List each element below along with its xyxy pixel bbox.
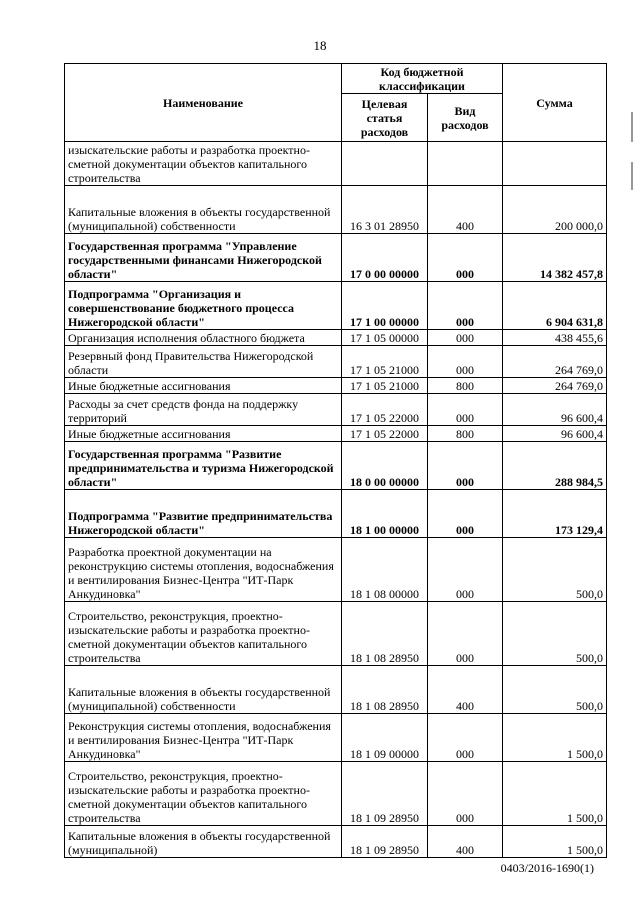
cell-sum: 438 455,6 [503,330,607,346]
cell-target [342,142,428,186]
cell-sum: 96 600,4 [503,394,607,426]
cell-name: Государственная программа "Развитие предпринимательства и туризма Нижегородской области" [65,442,342,490]
cell-target: 16 3 01 28950 [342,186,428,234]
cell-type: 000 [428,714,503,762]
table-row [65,602,607,666]
cell-sum: 1 500,0 [503,826,607,858]
table-row [65,538,607,602]
scan-margin-mark [631,162,633,190]
cell-type: 000 [428,442,503,490]
cell-type: 000 [428,394,503,426]
table-row [65,394,607,426]
cell-type: 800 [428,378,503,394]
header-kbk-group: Код бюджетной классификации [342,64,503,94]
table-row [65,378,607,394]
cell-target: 18 1 09 28950 [342,762,428,826]
table-row [65,142,607,186]
cell-target: 17 1 05 22000 [342,426,428,442]
table-row [65,490,607,538]
table-row [65,762,607,826]
cell-target: 17 1 05 21000 [342,346,428,378]
header-sum: Сумма [503,64,607,142]
cell-type: 000 [428,346,503,378]
cell-name: Подпрограмма "Организация и совершенствование бюджетного процесса Нижегородской области" [65,282,342,330]
cell-name: Организация исполнения областного бюджета [65,330,342,346]
cell-target: 17 1 05 00000 [342,330,428,346]
cell-target: 17 1 05 21000 [342,378,428,394]
cell-type: 000 [428,330,503,346]
cell-sum: 1 500,0 [503,762,607,826]
scan-margin-mark [631,112,633,142]
cell-sum: 14 382 457,8 [503,234,607,282]
cell-sum: 264 769,0 [503,346,607,378]
cell-sum: 264 769,0 [503,378,607,394]
cell-target: 18 1 08 28950 [342,666,428,714]
footer-doc-code: 0403/2016-1690(1) [500,861,594,875]
cell-name: Разработка проектной документации на реконструкцию системы отопления, водоснабжения и вентилирования Бизнес-Центра "ИТ-Парк Анкудиновка" [65,538,342,602]
table-row [65,234,607,282]
cell-name: Резервный фонд Правительства Нижегородской области [65,346,342,378]
table-row [65,282,607,330]
table-row [65,186,607,234]
cell-type [428,142,503,186]
cell-name: Государственная программа "Управление государственными финансами Нижегородской области" [65,234,342,282]
cell-type: 000 [428,602,503,666]
cell-name: Капитальные вложения в объекты государственной (муниципальной) собственности [65,666,342,714]
cell-type: 000 [428,282,503,330]
cell-name: Иные бюджетные ассигнования [65,378,342,394]
cell-type: 400 [428,186,503,234]
table-row [65,330,607,346]
cell-target: 18 1 08 00000 [342,538,428,602]
cell-name: Реконструкция системы отопления, водоснабжения и вентилирования Бизнес-Центра "ИТ-Парк Анкудиновка" [65,714,342,762]
cell-sum [503,142,607,186]
cell-name: Иные бюджетные ассигнования [65,426,342,442]
cell-name: Подпрограмма "Развитие предпринимательства Нижегородской области" [65,490,342,538]
cell-name: Строительство, реконструкция, проектно-изыскательские работы и разработка проектно-сметной документации объектов капитального строительства [65,762,342,826]
cell-sum: 500,0 [503,666,607,714]
header-type: Вид расходов [428,94,503,142]
cell-target: 18 1 09 28950 [342,826,428,858]
cell-target: 17 0 00 00000 [342,234,428,282]
cell-sum: 173 129,4 [503,490,607,538]
cell-sum: 500,0 [503,538,607,602]
cell-target: 17 1 05 22000 [342,394,428,426]
table-row [65,346,607,378]
table-body [65,142,607,858]
table-row [65,714,607,762]
cell-sum: 96 600,4 [503,426,607,442]
cell-target: 18 1 08 28950 [342,602,428,666]
table-row [65,442,607,490]
cell-target: 18 1 09 00000 [342,714,428,762]
header-target: Целевая статья расходов [342,94,428,142]
cell-name: Строительство, реконструкция, проектно-изыскательские работы и разработка проектно-сметной документации объектов капитального строительства [65,602,342,666]
header-name: Наименование [65,64,342,142]
cell-name: изыскательские работы и разработка проектно-сметной документации объектов капитального строительства [65,142,342,186]
cell-type: 000 [428,490,503,538]
cell-target: 17 1 00 00000 [342,282,428,330]
page-number: 18 [313,38,327,53]
cell-target: 18 1 00 00000 [342,490,428,538]
cell-sum: 288 984,5 [503,442,607,490]
table-row [65,426,607,442]
cell-type: 000 [428,538,503,602]
cell-sum: 1 500,0 [503,714,607,762]
cell-name: Капитальные вложения в объекты государственной (муниципальной) [65,826,342,858]
budget-table [64,63,607,858]
cell-sum: 500,0 [503,602,607,666]
table-row [65,666,607,714]
cell-name: Расходы за счет средств фонда на поддержку территорий [65,394,342,426]
cell-sum: 6 904 631,8 [503,282,607,330]
cell-name: Капитальные вложения в объекты государственной (муниципальной) собственности [65,186,342,234]
cell-type: 800 [428,426,503,442]
cell-target: 18 0 00 00000 [342,442,428,490]
cell-type: 000 [428,234,503,282]
cell-sum: 200 000,0 [503,186,607,234]
cell-type: 000 [428,762,503,826]
table-row [65,826,607,858]
cell-type: 400 [428,666,503,714]
cell-type: 400 [428,826,503,858]
